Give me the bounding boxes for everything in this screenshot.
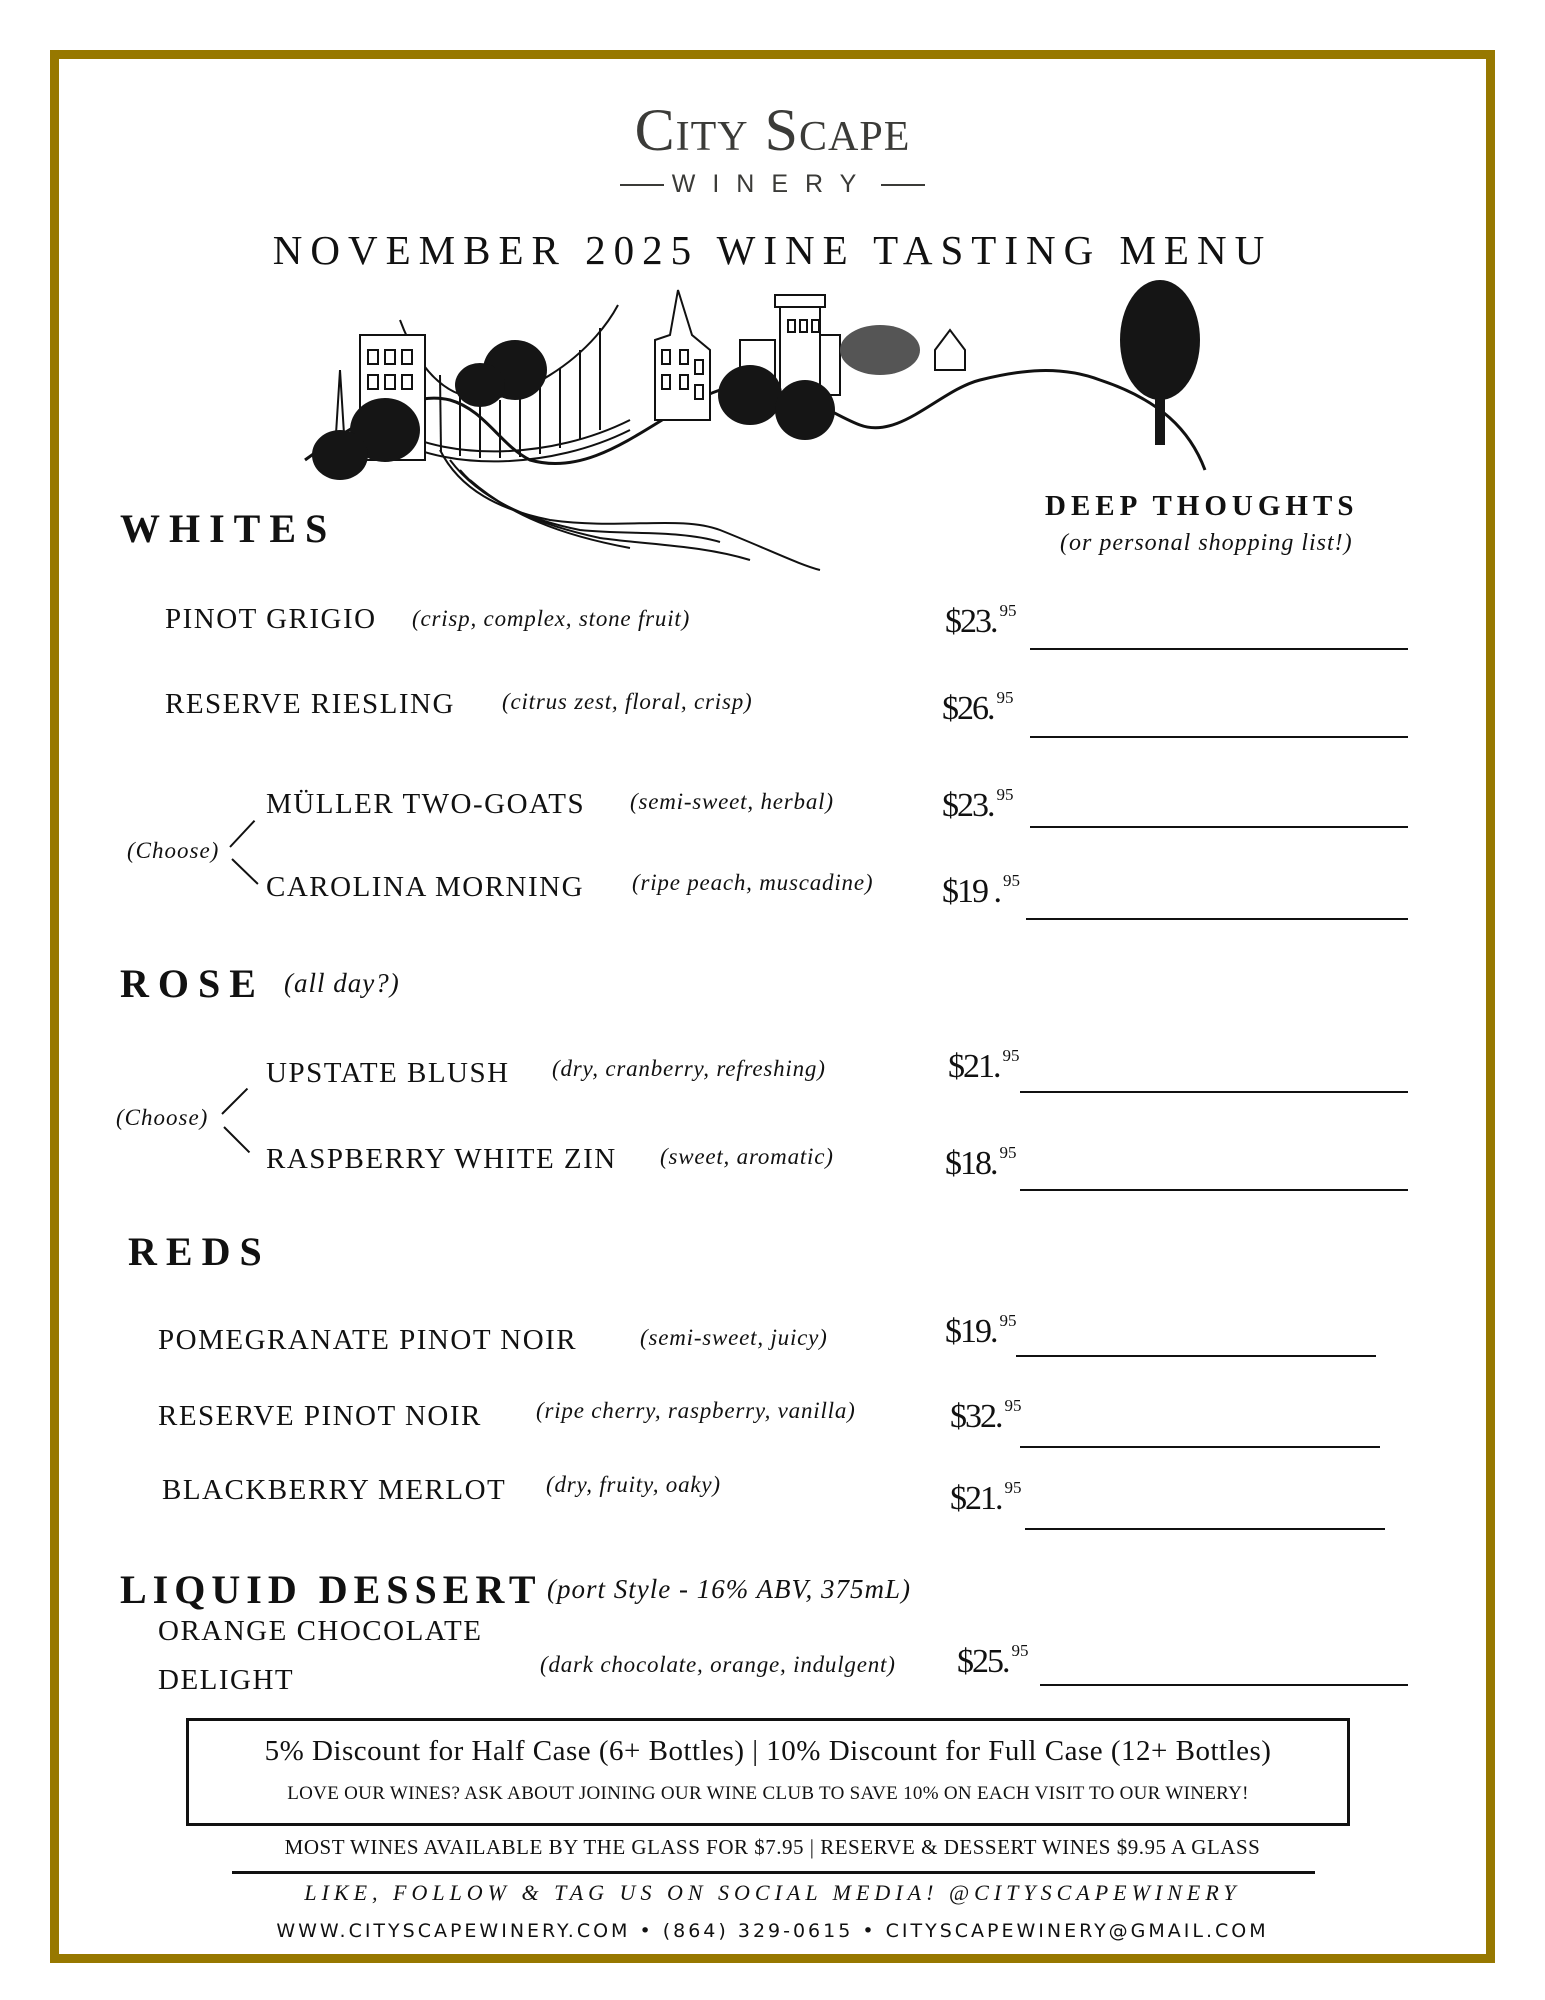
- deep-thoughts-subtitle: (or personal shopping list!): [1060, 530, 1353, 556]
- wine-price: $25. $^{95}$: [957, 1640, 1029, 1680]
- notes-line[interactable]: [1030, 736, 1408, 738]
- wine-notes: (semi-sweet, herbal): [630, 789, 834, 814]
- wine-name: MÜLLER TWO-GOATS: [266, 788, 586, 820]
- section-note-dessert: (port Style - 16% ABV, 375mL): [547, 1574, 911, 1604]
- wine-price: $26. $^{95}$: [942, 687, 1014, 727]
- wine-name: RESERVE RIESLING: [165, 688, 455, 720]
- notes-line[interactable]: [1040, 1684, 1408, 1686]
- wine-name: RESERVE PINOT NOIR: [158, 1400, 482, 1432]
- wine-notes: (ripe peach, muscadine): [632, 870, 874, 895]
- notes-line[interactable]: [1025, 1528, 1385, 1530]
- brand-logo-subtitle: [0, 170, 1545, 199]
- choose-label: (Choose): [116, 1105, 209, 1130]
- section-heading-reds: REDS: [128, 1229, 271, 1274]
- footer-divider: [232, 1871, 1315, 1874]
- section-heading-rose: ROSE: [120, 961, 265, 1006]
- wine-price: $21. $^{95}$: [950, 1477, 1022, 1517]
- choose-label: (Choose): [127, 838, 220, 863]
- wine-name-line1: ORANGE CHOCOLATE: [158, 1615, 483, 1647]
- discount-box: [186, 1718, 1350, 1826]
- wine-notes: (crisp, complex, stone fruit): [412, 606, 691, 631]
- wine-name: POMEGRANATE PINOT NOIR: [158, 1324, 578, 1356]
- wine-price: $19. $^{95}$: [945, 1310, 1017, 1350]
- logo-dash-left: [620, 184, 664, 186]
- wine-price: $23. $^{95}$: [945, 600, 1017, 640]
- notes-line[interactable]: [1016, 1355, 1376, 1357]
- wine-name-line2: DELIGHT: [158, 1664, 295, 1696]
- notes-line[interactable]: [1030, 826, 1408, 828]
- logo-dash-right: [881, 184, 925, 186]
- wine-price: $18. $^{95}$: [945, 1142, 1017, 1182]
- by-the-glass-text: MOST WINES AVAILABLE BY THE GLASS FOR $7.95 | RESERVE & DESSERT WINES $9.95 A GLASS: [284, 1835, 1261, 1859]
- wine-price: $21. $^{95}$: [948, 1045, 1020, 1085]
- contact-info: WWW.CITYSCAPEWINERY.COM • (864) 329-0615 • CITYSCAPEWINERY@GMAIL.COM: [276, 1920, 1269, 1942]
- wine-club-text: LOVE OUR WINES? ASK ABOUT JOINING OUR WINE CLUB TO SAVE 10% ON EACH VISIT TO OUR WINERY!: [287, 1783, 1249, 1804]
- wine-name: CAROLINA MORNING: [266, 871, 585, 903]
- wine-name: RASPBERRY WHITE ZIN: [266, 1143, 617, 1175]
- section-note-rose: (all day?): [284, 968, 400, 998]
- wine-name: BLACKBERRY MERLOT: [162, 1474, 507, 1506]
- wine-notes: (dry, cranberry, refreshing): [552, 1056, 826, 1081]
- page-title: NOVEMBER 2025 WINE TASTING MENU: [272, 227, 1273, 273]
- deep-thoughts-heading: DEEP THOUGHTS: [1045, 490, 1359, 522]
- notes-line[interactable]: [1030, 648, 1408, 650]
- case-discount-text: 5% Discount for Half Case (6+ Bottles) | 10% Discount for Full Case (12+ Bottles): [264, 1735, 1272, 1767]
- notes-line[interactable]: [1020, 1091, 1408, 1093]
- logo-subtitle-text: WINERY: [671, 170, 874, 198]
- wine-notes: (dark chocolate, orange, indulgent): [540, 1652, 896, 1677]
- brand-logo-name: City Scape: [634, 97, 911, 163]
- wine-notes: (citrus zest, floral, crisp): [502, 689, 753, 714]
- notes-line[interactable]: [1020, 1189, 1408, 1191]
- section-heading-whites: WHITES: [120, 506, 337, 551]
- wine-notes: (ripe cherry, raspberry, vanilla): [536, 1398, 856, 1423]
- wine-notes: (sweet, aromatic): [660, 1144, 834, 1169]
- social-media-text: LIKE, FOLLOW & TAG US ON SOCIAL MEDIA! @CITYSCAPEWINERY: [304, 1880, 1241, 1905]
- notes-line[interactable]: [1026, 918, 1408, 920]
- wine-notes: (dry, fruity, oaky): [546, 1472, 721, 1497]
- wine-price: $23. $^{95}$: [942, 784, 1014, 824]
- notes-line[interactable]: [1020, 1446, 1380, 1448]
- wine-notes: (semi-sweet, juicy): [640, 1325, 828, 1350]
- wine-name: PINOT GRIGIO: [165, 603, 377, 635]
- wine-price: $19 . $^{95}$: [942, 870, 1020, 910]
- section-heading-dessert: LIQUID DESSERT: [120, 1567, 542, 1612]
- wine-name: UPSTATE BLUSH: [266, 1057, 510, 1089]
- wine-price: $32. $^{95}$: [950, 1395, 1022, 1435]
